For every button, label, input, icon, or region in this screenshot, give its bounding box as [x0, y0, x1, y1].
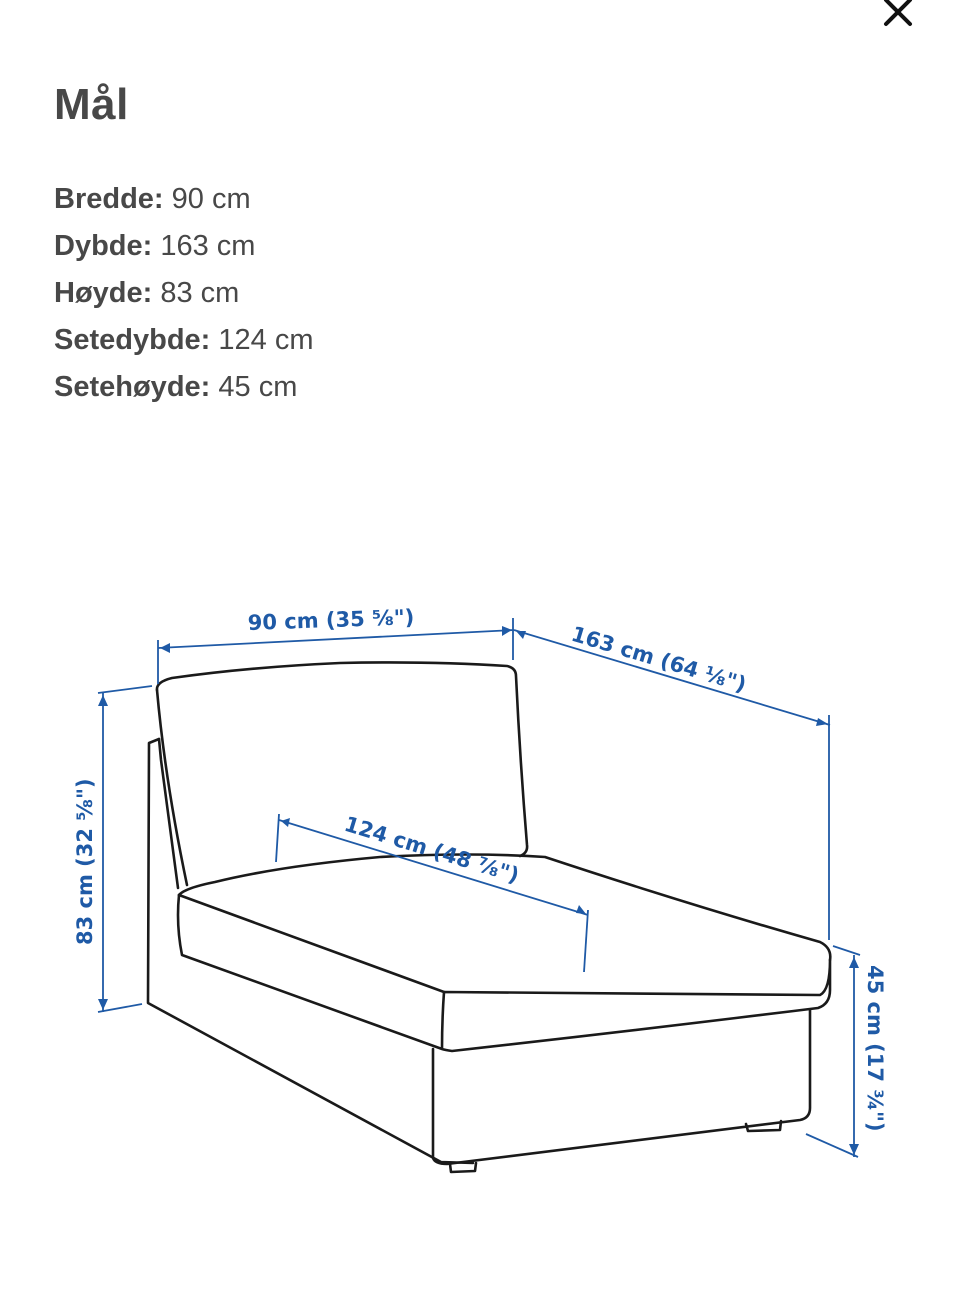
chaise-lounge-drawing	[148, 662, 830, 1172]
dimension-lines	[98, 618, 860, 1157]
arrow-icon	[281, 818, 290, 827]
height-ext-top	[98, 686, 152, 693]
dimension-depth	[54, 225, 314, 272]
width-dimension-label: 90 cm (35 ⅝")	[247, 605, 415, 635]
back-cushion	[157, 662, 527, 856]
seat-cushion-front	[178, 895, 830, 1051]
dimension-value: 124 cm	[218, 324, 314, 356]
seat-height-dimension-label: 45 cm (17 ¾")	[863, 965, 887, 1132]
dimensions-list	[54, 178, 314, 413]
seat-height-ext-top	[833, 946, 860, 955]
arrow-icon	[98, 695, 108, 706]
seat-depth-dimension-line	[279, 820, 588, 915]
seat-depth-ext-right	[584, 910, 588, 972]
dimension-label: Setedybde:	[54, 324, 211, 356]
dimension-diagram	[0, 560, 960, 1220]
page-title: Mål	[54, 80, 129, 129]
seat-depth-dimension-label: 124 cm (48 ⅞")	[341, 811, 522, 888]
depth-dimension-label: 163 cm (64 ⅛")	[568, 621, 750, 697]
dimension-label: Bredde:	[54, 183, 164, 215]
dimension-label: Dybde:	[54, 230, 153, 262]
seat-depth-ext-left	[276, 814, 279, 862]
dimension-label: Setehøyde:	[54, 371, 211, 403]
width-dimension-line	[158, 630, 514, 648]
dimension-value: 163 cm	[160, 230, 256, 262]
close-icon[interactable]	[881, 0, 915, 29]
back-cushion-left-edge	[157, 690, 187, 885]
dimension-height	[54, 272, 314, 319]
arrow-icon	[849, 957, 859, 968]
dimension-seat-depth	[54, 319, 314, 366]
arrow-icon	[576, 905, 586, 914]
height-dimension-label: 83 cm (32 ⅝")	[73, 778, 97, 945]
side-panel	[148, 739, 473, 1163]
arrow-icon	[516, 631, 526, 639]
side-inner-edge	[159, 739, 178, 888]
dimension-value: 83 cm	[160, 277, 240, 309]
dimension-value: 90 cm	[171, 183, 251, 215]
arrow-icon	[816, 718, 828, 726]
base-front	[433, 1010, 810, 1164]
depth-dimension-line	[514, 630, 830, 725]
dimension-seat-height	[54, 366, 314, 413]
dimension-value: 45 cm	[218, 371, 298, 403]
close-button[interactable]	[876, 0, 920, 30]
arrow-icon	[160, 643, 170, 653]
dimension-label: Høyde:	[54, 277, 153, 309]
dimension-width	[54, 178, 314, 225]
arrow-icon	[98, 999, 108, 1010]
seat-cushion-edge	[179, 895, 444, 992]
